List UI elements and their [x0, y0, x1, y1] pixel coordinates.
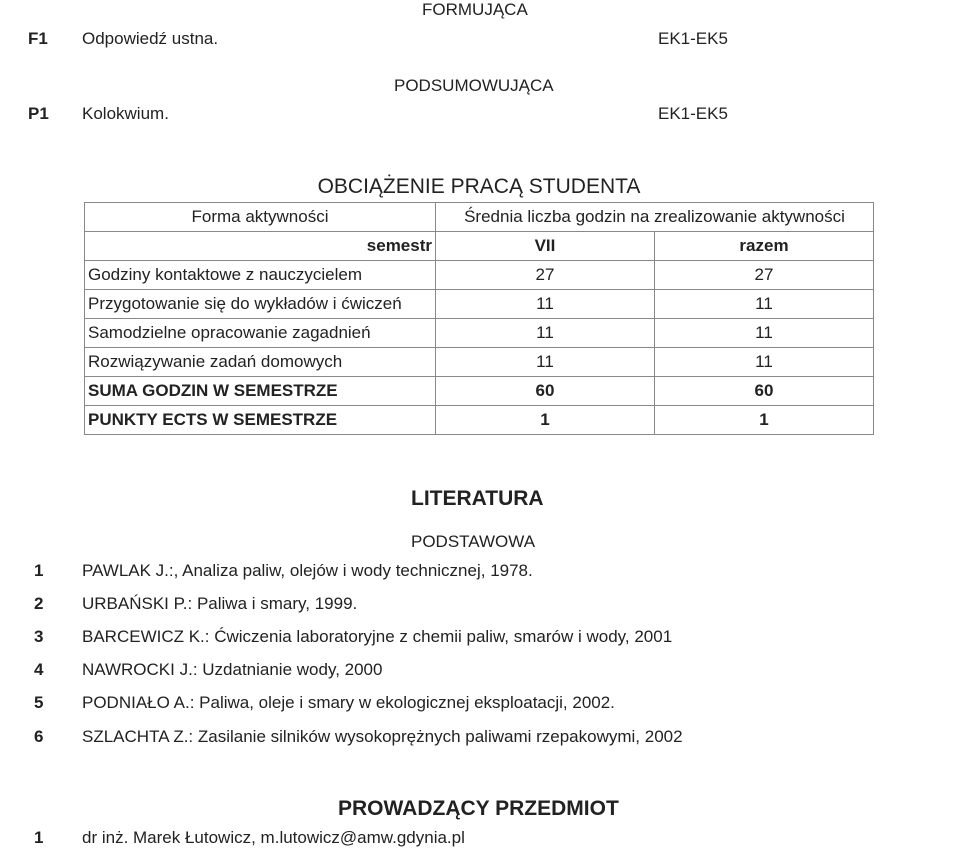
- literature-item-num: 5: [34, 693, 44, 712]
- row-label: Rozwiązywanie zadań domowych: [85, 348, 436, 377]
- instructor-item-num: 1: [34, 828, 44, 847]
- row-sem: 11: [436, 290, 655, 319]
- row-sem: 27: [436, 261, 655, 290]
- literature-item-text: SZLACHTA Z.: Zasilanie silników wysokoprężnych paliwami rzepakowymi, 2002: [82, 727, 683, 746]
- row-total: 11: [655, 348, 874, 377]
- table-row: [85, 319, 874, 348]
- literature-item-text: URBAŃSKI P.: Paliwa i smary, 1999.: [82, 594, 358, 613]
- row-label: PUNKTY ECTS W SEMESTRZE: [85, 406, 436, 435]
- row-sem: 11: [436, 348, 655, 377]
- col-hours-header: Średnia liczba godzin na zrealizowanie aktywności: [436, 203, 874, 232]
- formujaca-code: F1: [28, 29, 48, 48]
- literature-subtitle: PODSTAWOWA: [411, 532, 536, 551]
- workload-table: [84, 202, 874, 435]
- row-label: Przygotowanie się do wykładów i ćwiczeń: [85, 290, 436, 319]
- podsumowujaca-heading: PODSUMOWUJĄCA: [394, 76, 554, 95]
- formujaca-heading: FORMUJĄCA: [422, 0, 528, 19]
- literature-item-num: 2: [34, 594, 44, 613]
- row-label: Samodzielne opracowanie zagadnień: [85, 319, 436, 348]
- formujaca-text: Odpowiedź ustna.: [82, 29, 219, 48]
- workload-header-row: [85, 203, 874, 232]
- row-total: 11: [655, 319, 874, 348]
- literature-item-num: 3: [34, 627, 44, 646]
- row-total: 1: [655, 406, 874, 435]
- instructor-title: PROWADZĄCY PRZEDMIOT: [338, 797, 619, 820]
- row-total: 11: [655, 290, 874, 319]
- literature-item-num: 6: [34, 727, 44, 746]
- row-total: 60: [655, 377, 874, 406]
- row-sem: 11: [436, 319, 655, 348]
- literature-item-num: 4: [34, 660, 44, 679]
- literature-item-num: 1: [34, 561, 44, 580]
- table-row-ects: [85, 406, 874, 435]
- podsumowujaca-code: P1: [28, 104, 49, 123]
- col-activity-header: Forma aktywności: [85, 203, 436, 232]
- row-sem: 1: [436, 406, 655, 435]
- podsumowujaca-text: Kolokwium.: [82, 104, 169, 123]
- row-label: Godziny kontaktowe z nauczycielem: [85, 261, 436, 290]
- row-sem: 60: [436, 377, 655, 406]
- table-row-sum: [85, 377, 874, 406]
- podsumowujaca-effects: EK1-EK5: [658, 104, 728, 123]
- literature-title: LITERATURA: [411, 487, 544, 510]
- total-label: razem: [655, 232, 874, 261]
- workload-semester-row: [85, 232, 874, 261]
- literature-item-text: BARCEWICZ K.: Ćwiczenia laboratoryjne z chemii paliw, smarów i wody, 2001: [82, 627, 673, 646]
- table-row: [85, 261, 874, 290]
- workload-title: OBCIĄŻENIE PRACĄ STUDENTA: [317, 175, 641, 198]
- semester-label: semestr: [85, 232, 436, 261]
- formujaca-effects: EK1-EK5: [658, 29, 728, 48]
- table-row: [85, 290, 874, 319]
- row-label: SUMA GODZIN W SEMESTRZE: [85, 377, 436, 406]
- instructor-item-text: dr inż. Marek Łutowicz, m.lutowicz@amw.gdynia.pl: [82, 828, 465, 847]
- row-total: 27: [655, 261, 874, 290]
- literature-item-text: PODNIAŁO A.: Paliwa, oleje i smary w ekologicznej eksploatacji, 2002.: [82, 693, 615, 712]
- semester-value: VII: [436, 232, 655, 261]
- literature-item-text: PAWLAK J.:, Analiza paliw, olejów i wody technicznej, 1978.: [82, 561, 533, 580]
- literature-item-text: NAWROCKI J.: Uzdatnianie wody, 2000: [82, 660, 383, 679]
- table-row: [85, 348, 874, 377]
